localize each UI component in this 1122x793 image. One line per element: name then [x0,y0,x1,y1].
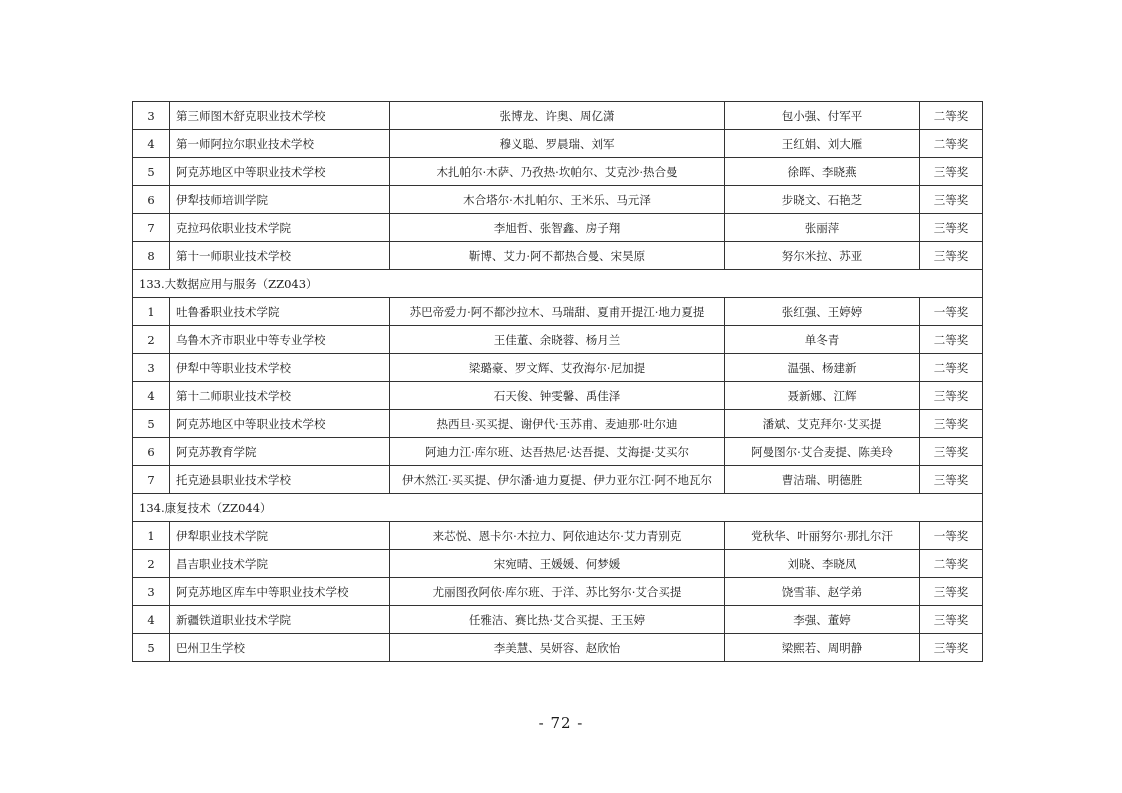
table-row [133,606,983,634]
row-number-cell: 4 [133,606,170,634]
school-cell: 阿克苏地区中等职业技术学校 [170,410,390,438]
school-cell: 托克逊县职业技术学校 [170,466,390,494]
teachers-cell: 李强、董婷 [725,606,920,634]
row-number-cell: 1 [133,298,170,326]
page-number: - 72 - [538,714,584,732]
row-number-cell: 3 [133,354,170,382]
students-cell: 梁璐豪、罗文辉、艾孜海尔·尼加提 [390,354,725,382]
teachers-cell: 徐晖、李晓燕 [725,158,920,186]
students-cell: 尤丽图孜阿依·库尔班、于洋、苏比努尔·艾合买提 [390,578,725,606]
teachers-cell: 温强、杨建新 [725,354,920,382]
table-row [133,382,983,410]
table-row [133,410,983,438]
award-cell: 一等奖 [920,298,983,326]
teachers-cell: 单冬青 [725,326,920,354]
students-cell: 木合塔尔·木扎帕尔、王米乐、马元泽 [390,186,725,214]
award-cell: 三等奖 [920,158,983,186]
teachers-cell: 刘晓、李晓凤 [725,550,920,578]
row-number-cell: 6 [133,186,170,214]
school-cell: 第一师阿拉尔职业技术学校 [170,130,390,158]
award-cell: 一等奖 [920,522,983,550]
award-cell: 三等奖 [920,634,983,662]
students-cell: 木扎帕尔·木萨、乃孜热·坎帕尔、艾克沙·热合曼 [390,158,725,186]
students-cell: 热西旦·买买提、谢伊代·玉苏甫、麦迪那·吐尔迪 [390,410,725,438]
school-cell: 第十二师职业技术学校 [170,382,390,410]
students-cell: 伊木然江·买买提、伊尔潘·迪力夏提、伊力亚尔江·阿不地瓦尔 [390,466,725,494]
award-cell: 三等奖 [920,410,983,438]
school-cell: 伊犁职业技术学院 [170,522,390,550]
teachers-cell: 包小强、付军平 [725,102,920,130]
award-cell: 三等奖 [920,578,983,606]
students-cell: 穆义聪、罗晨瑞、刘军 [390,130,725,158]
table-row [133,298,983,326]
table-row [133,242,983,270]
table-row [133,354,983,382]
school-cell: 伊犁技师培训学院 [170,186,390,214]
table-row [133,438,983,466]
row-number-cell: 5 [133,634,170,662]
award-cell: 三等奖 [920,242,983,270]
teachers-cell: 努尔米拉、苏亚 [725,242,920,270]
row-number-cell: 4 [133,130,170,158]
row-number-cell: 1 [133,522,170,550]
row-number-cell: 4 [133,382,170,410]
row-number-cell: 7 [133,466,170,494]
row-number-cell: 6 [133,438,170,466]
table-row [133,326,983,354]
table-row [133,550,983,578]
award-cell: 三等奖 [920,214,983,242]
award-cell: 三等奖 [920,382,983,410]
school-cell: 阿克苏地区库车中等职业技术学校 [170,578,390,606]
school-cell: 吐鲁番职业技术学院 [170,298,390,326]
table-row [133,466,983,494]
teachers-cell: 聂新娜、江辉 [725,382,920,410]
school-cell: 阿克苏地区中等职业技术学校 [170,158,390,186]
row-number-cell: 3 [133,578,170,606]
students-cell: 李旭哲、张智鑫、房子翔 [390,214,725,242]
table-row [133,214,983,242]
students-cell: 来芯悦、恩卡尔·木拉力、阿依迪达尔·艾力青别克 [390,522,725,550]
students-cell: 苏巴帝爱力·阿不都沙拉木、马瑞甜、夏甫开提江·地力夏提 [390,298,725,326]
award-cell: 二等奖 [920,130,983,158]
school-cell: 阿克苏教育学院 [170,438,390,466]
school-cell: 昌吉职业技术学院 [170,550,390,578]
section-title: 134.康复技术（ZZ044） [133,494,983,522]
teachers-cell: 饶雪菲、赵学弟 [725,578,920,606]
school-cell: 克拉玛依职业技术学院 [170,214,390,242]
teachers-cell: 张红强、王婷婷 [725,298,920,326]
students-cell: 李美慧、吴妍容、赵欣怡 [390,634,725,662]
school-cell: 巴州卫生学校 [170,634,390,662]
table-row [133,102,983,130]
students-cell: 石天俊、钟雯馨、禹佳泽 [390,382,725,410]
teachers-cell: 党秋华、叶丽努尔·那扎尔汗 [725,522,920,550]
table-row [133,578,983,606]
awards-table [132,101,983,662]
teachers-cell: 梁熙若、周明静 [725,634,920,662]
row-number-cell: 8 [133,242,170,270]
school-cell: 伊犁中等职业技术学校 [170,354,390,382]
table-row [133,186,983,214]
table-row [133,158,983,186]
students-cell: 张博龙、许奥、周亿潇 [390,102,725,130]
table-row [133,634,983,662]
award-cell: 二等奖 [920,102,983,130]
table-row [133,522,983,550]
section-title: 133.大数据应用与服务（ZZ043） [133,270,983,298]
section-header-row [133,494,983,522]
award-cell: 二等奖 [920,354,983,382]
teachers-cell: 张丽萍 [725,214,920,242]
students-cell: 阿迪力江·库尔班、达吾热尼·达吾提、艾海提·艾买尔 [390,438,725,466]
award-cell: 三等奖 [920,438,983,466]
school-cell: 乌鲁木齐市职业中等专业学校 [170,326,390,354]
row-number-cell: 2 [133,326,170,354]
awards-table-body [133,102,983,662]
school-cell: 新疆铁道职业技术学院 [170,606,390,634]
students-cell: 王佳董、余晓蓉、杨月兰 [390,326,725,354]
award-cell: 二等奖 [920,550,983,578]
award-cell: 三等奖 [920,466,983,494]
row-number-cell: 7 [133,214,170,242]
row-number-cell: 5 [133,410,170,438]
teachers-cell: 潘斌、艾克拜尔·艾买提 [725,410,920,438]
teachers-cell: 阿曼图尔·艾合麦提、陈美玲 [725,438,920,466]
teachers-cell: 王红娟、刘大雁 [725,130,920,158]
table-row [133,130,983,158]
students-cell: 宋宛晴、王媛媛、何梦媛 [390,550,725,578]
students-cell: 靳博、艾力·阿不都热合曼、宋昊原 [390,242,725,270]
teachers-cell: 曹洁瑞、明德胜 [725,466,920,494]
section-header-row [133,270,983,298]
school-cell: 第十一师职业技术学校 [170,242,390,270]
school-cell: 第三师图木舒克职业技术学校 [170,102,390,130]
award-cell: 二等奖 [920,326,983,354]
students-cell: 任雅洁、赛比热·艾合买提、王玉婷 [390,606,725,634]
row-number-cell: 3 [133,102,170,130]
row-number-cell: 5 [133,158,170,186]
row-number-cell: 2 [133,550,170,578]
award-cell: 三等奖 [920,186,983,214]
teachers-cell: 步晓文、石艳芝 [725,186,920,214]
award-cell: 三等奖 [920,606,983,634]
